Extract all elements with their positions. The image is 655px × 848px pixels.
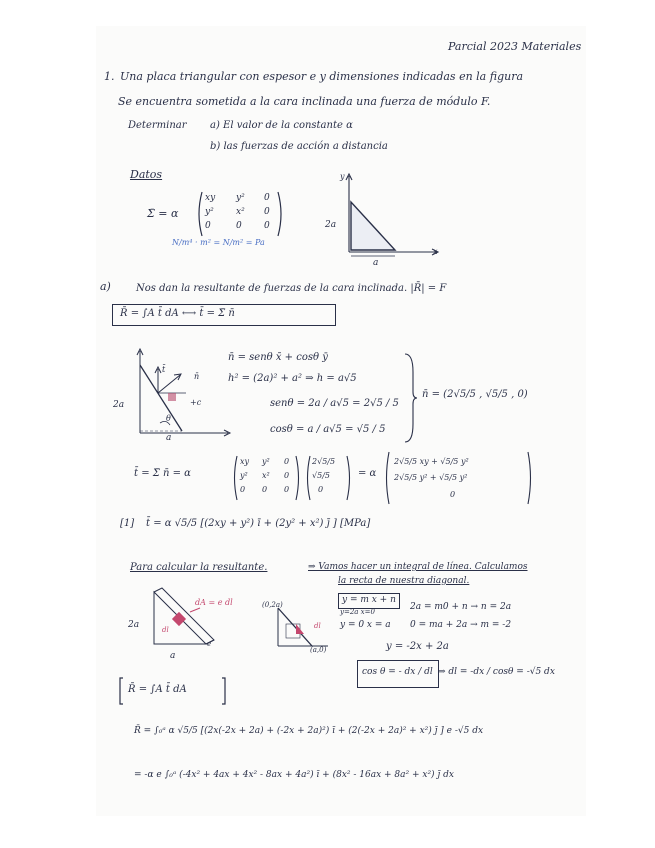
R-box: R̄ = ∫A t̄ dA: [128, 684, 187, 695]
t-m-20: 0: [240, 485, 246, 494]
dl-label: dl: [162, 626, 169, 634]
part-a-fig-base: a: [166, 433, 172, 443]
t-lhs: t̄ = Σ̄ n̄ = α: [134, 468, 191, 479]
item-a: a) El valor de la constante α: [210, 120, 353, 131]
brace-right: [403, 352, 417, 444]
t-m-02: 0: [284, 457, 290, 466]
datos-m-12: 0: [264, 207, 270, 217]
line-fig-dl: dl: [314, 622, 321, 630]
t-final: t̄ = α √5/5 [(2xy + y²) ī + (2y² + x²) j̄ ] [MPa]: [146, 518, 371, 529]
pt-0-2a: (0,2a): [262, 601, 283, 609]
datos-axis-y: y: [340, 172, 345, 181]
datos-m-10: y²: [205, 207, 214, 217]
datos-axis-x: x: [433, 247, 438, 256]
datos-fig-base: a: [373, 258, 379, 268]
n-vector: n̄ = (2√5/5 , √5/5 , 0): [422, 389, 528, 400]
datos-m-11: x²: [236, 207, 245, 217]
t-m-10: y²: [240, 471, 248, 480]
line-eq: y = m x + n: [342, 595, 396, 605]
datos-m-00: xy: [205, 193, 216, 203]
resultante-title: Para calcular la resultante.: [130, 562, 268, 573]
integral-1: R̄ = ∫₀ᵃ α √5/5 [(2x(-2x + 2a) + (-2x + 2a)²) ī + (2(-2x + 2a)² + x²) j̄ ] e -√5 dx: [134, 726, 484, 736]
datos-tensor-lhs: Σ̄ = α: [147, 207, 179, 220]
datos-units: N/m⁴ · m² = N/m² = Pa: [172, 238, 265, 247]
cos-result: ⇒ dl = -dx / cosθ = -√5 dx: [438, 667, 555, 677]
part-a-intro: Nos dan la resultante de fuerzas de la cara inclinada. |R̄| = F: [136, 283, 447, 294]
t-n-1: √5/5: [312, 471, 330, 480]
res-fig-height: 2a: [128, 620, 140, 630]
part-a-fig-t: t̄: [162, 365, 166, 374]
resultante-note-1: ⇒ Vamos hacer un integral de línea. Calculamos: [308, 562, 528, 572]
t-m-11: x²: [262, 471, 270, 480]
cond-2: y = 0 x = a: [340, 620, 391, 630]
e-label: e: [207, 640, 212, 648]
res-fig-base: a: [170, 651, 176, 661]
integral-2: = -α e ∫₀ᵃ (-4x² + 4ax + 4x² - 8ax + 4a²) ī + (8x² - 16ax + 8a² + x²) j̄ dx: [134, 770, 454, 780]
problem-line-1: Una placa triangular con espesor e y dimensiones indicadas en la figura: [120, 70, 524, 83]
determinar-label: Determinar: [128, 120, 187, 131]
t-n-0: 2√5/5: [312, 457, 336, 466]
eq-normal: n̄ = senθ x̄ + cosθ ȳ: [228, 352, 328, 363]
datos-m-20: 0: [205, 221, 211, 231]
part-a-fig-theta: θ: [166, 414, 171, 423]
part-a-fig-n: n̄: [194, 372, 200, 381]
pt-a-0: (a,0): [310, 646, 327, 654]
line-figure: [268, 602, 338, 654]
datos-title: Datos: [130, 168, 163, 181]
part-a-figure: [120, 345, 235, 445]
problem-line-2: Se encuentra sometida a la cara inclinada una fuerza de módulo F.: [118, 95, 491, 108]
part-a-fig-c: +c: [190, 398, 202, 407]
t-res-2: 0: [450, 490, 456, 499]
t-n-2: 0: [318, 485, 324, 494]
sol-2: 0 = ma + 2a → m = -2: [410, 620, 512, 630]
resultante-note-2: la recta de nuestra diagonal.: [338, 576, 470, 586]
datos-fig-height: 2a: [325, 220, 337, 230]
cos-box: cos θ = - dx / dl: [362, 667, 433, 677]
eq-hypotenuse: h² = (2a)² + a² ⇒ h = a√5: [228, 373, 357, 384]
problem-number: 1.: [104, 70, 115, 83]
t-m-22: 0: [284, 485, 290, 494]
t-m-21: 0: [262, 485, 268, 494]
eq-cos: cosθ = a / a√5 = √5 / 5: [270, 424, 386, 435]
da-label: dA = e dl: [195, 598, 233, 607]
boxed-equation: R̄ = ∫A t̄ dA ⟷ t̄ = Σ̄ n̄: [120, 308, 235, 319]
part-a-label: a): [100, 280, 111, 293]
t-m-00: xy: [240, 457, 250, 466]
datos-m-01: y²: [236, 193, 245, 203]
datos-m-02: 0: [264, 193, 270, 203]
sol-1: 2a = m0 + n → n = 2a: [410, 602, 512, 612]
t-m-12: 0: [284, 471, 290, 480]
t-res-1: 2√5/5 y² + √5/5 y²: [394, 473, 468, 482]
t-res-0: 2√5/5 xy + √5/5 y²: [394, 457, 469, 466]
datos-m-22: 0: [264, 221, 270, 231]
t-m-01: y²: [262, 457, 270, 466]
t-eq-sign: = α: [358, 468, 377, 479]
datos-m-21: 0: [236, 221, 242, 231]
cond-1: y=2a x=0: [340, 608, 375, 616]
eq-sen: senθ = 2a / a√5 = 2√5 / 5: [270, 398, 399, 409]
part-a-fig-height: 2a: [113, 400, 125, 410]
line-final: y = -2x + 2a: [386, 641, 449, 652]
t-final-tag: [1]: [120, 518, 135, 529]
header-title: Parcial 2023 Materiales: [448, 40, 582, 53]
datos-triangle-figure: [325, 172, 445, 264]
item-b: b) las fuerzas de acción a distancia: [210, 141, 388, 152]
